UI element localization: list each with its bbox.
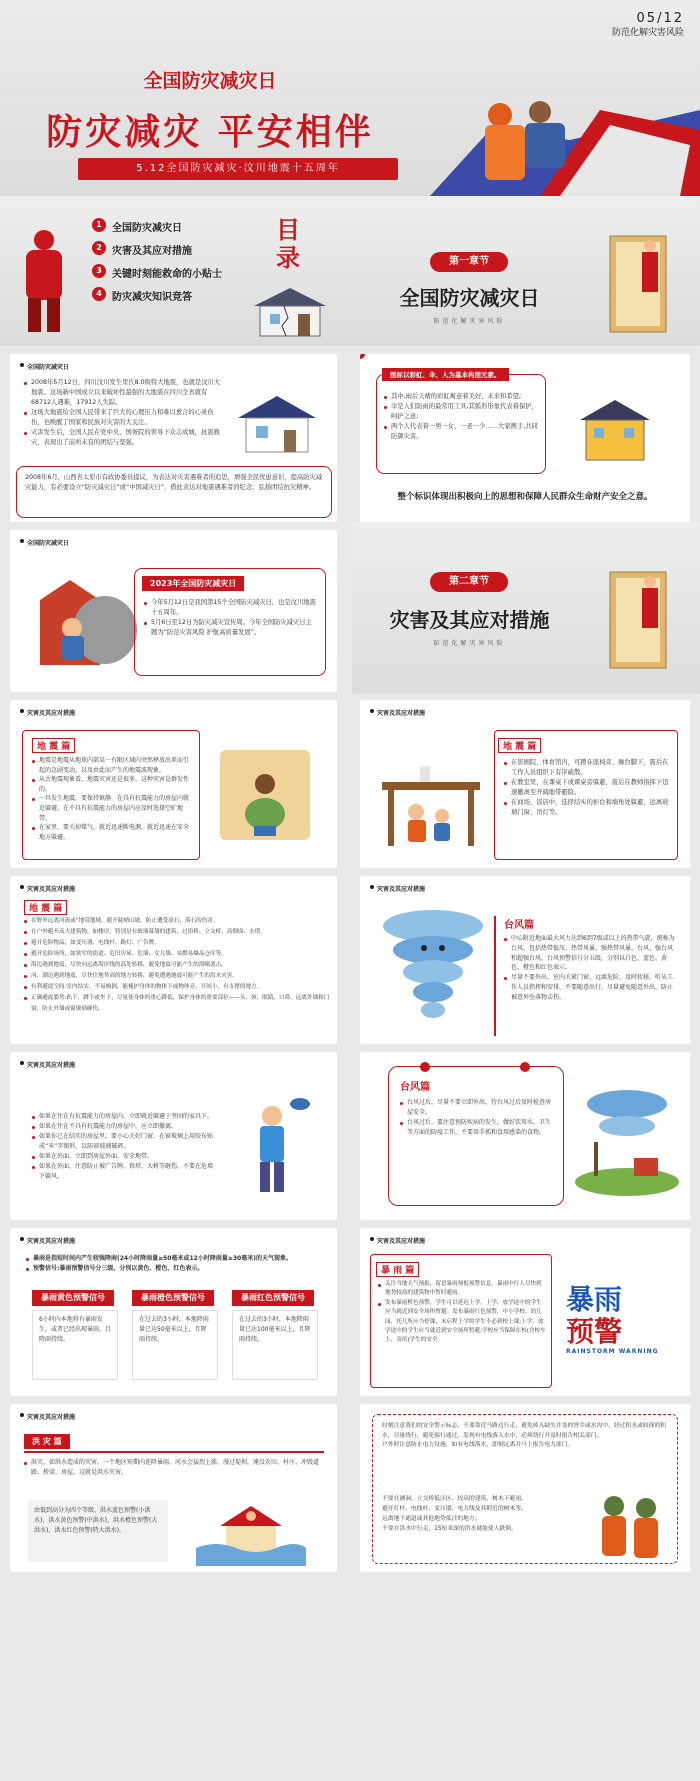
eq1-line-3: 一旦发生地震，要保持镇静，在具有抗震能力的房屋内就近躲避，在不具有抗震能力的房屋内应及时选择空旷地带。: [32, 794, 192, 823]
typhoon1-title: 台风篇: [504, 920, 534, 931]
rainstorm2-title-text: 暴 雨 篇: [381, 1266, 415, 1276]
flood2-line-3: 不要在涵洞、立交桥低洼区、较高的建筑、树木下避雨。: [382, 1496, 527, 1502]
2023-text: [144, 598, 316, 638]
slide-intro: [10, 354, 337, 522]
eq3-line-3: 避开危险物品，如变压器、电线杆、路灯、广告牌。: [24, 938, 330, 949]
corner-title: 防范化解灾害风险: [611, 28, 684, 38]
flood2-line-4: 避开灯杆、电线杆、变压器、电力线及其附近的树木等。: [382, 1506, 527, 1512]
toc-num-2: 2: [92, 241, 106, 255]
2023-title: 2023年全国防灾减灾日: [142, 576, 244, 591]
slide-logo-meaning: [360, 354, 690, 522]
slide-typhoon-1: [360, 876, 690, 1044]
tornado-icon: [378, 904, 488, 1034]
eq2-title: [498, 738, 541, 753]
eq1-line-1: 地震是地震从地球内部某一有限区域内突然释放出来而引起的急剧变动，以及由此而产生的地震波现象。: [32, 756, 192, 775]
slide-2023: [10, 530, 337, 692]
red-signal-text: 在过去的3小时，本地降雨量已达100毫米以上，且降雨持续。: [232, 1310, 318, 1380]
flood2-line-5: 远离地下通道或其他地势低洼的地方。: [382, 1516, 481, 1522]
red-signal-label: 暴雨红色预警信号: [232, 1290, 314, 1306]
chapter2-badge: 第二章节: [430, 572, 508, 592]
intro-text: [24, 378, 224, 448]
eq3-line-8: 正确避震姿势:趴下，蹲下或坐下，尽量使身体的重心降低，保护身体的重要部位——头、颈、眼睛、口鼻。远离外墙和门窗，防止外墙或窗玻璃砸伤。: [24, 993, 330, 1015]
decor-dot: [360, 354, 365, 359]
toc-num-3: 3: [92, 264, 106, 278]
flood2-line-6: 不要在洪水中行走，15厘米深的洪水就能使人跌倒。: [382, 1526, 517, 1532]
slide-header: 灾害及其应对措施: [20, 1060, 75, 1069]
eq1-title-text: 地 震 篇: [37, 742, 71, 752]
eq3-title-text: 地 震 篇: [29, 904, 63, 914]
slide-earthquake-1: [10, 700, 337, 868]
chapter1-title: 全国防灾减灾日: [399, 286, 540, 310]
rescue-workers-icon: [586, 1490, 676, 1564]
rainstorm2-text: [378, 1280, 546, 1346]
typhoon-tips-text: [32, 1112, 216, 1182]
kids-under-table-icon: [376, 752, 486, 852]
typhoon-tip-1: 如果在住在有抗震能力的房屋内，立即就近躲避于坚固的家具下。: [32, 1112, 216, 1122]
2023-line-1: 今年5月12日是我国第15个全国防灾减灾日，也是汶川地震十五周年。: [144, 598, 316, 618]
child-hiding-icon: [30, 570, 140, 670]
rainstorm-logo-line2: 预警: [566, 1315, 623, 1348]
slide-earthquake-3: [10, 876, 337, 1044]
typhoon2-text: [400, 1098, 556, 1138]
slide-header: 灾害及其应对措施: [20, 708, 75, 717]
chapter2-title: 灾害及其应对措施: [389, 608, 550, 632]
orange-signal-label: 暴雨橙色预警信号: [132, 1290, 214, 1306]
typhoon-tip-2: 如果在住在不具有抗震能力的房屋中，应立即撤离。: [32, 1122, 216, 1132]
shaking-building-icon: [570, 394, 660, 464]
cover-banner: [0, 0, 700, 196]
eq1-text: [32, 756, 192, 842]
rainstorm2-title: [376, 1262, 419, 1277]
eq2-line-2: 在教室里，在课桌下或课桌旁躲避，震后在教师指挥下迅速撤离至开阔地带避险。: [504, 778, 670, 798]
slide-rainstorm-2: [360, 1228, 690, 1396]
slide-header: 全国防灾减灾日: [20, 362, 69, 371]
slide-flood-2: [360, 1404, 690, 1572]
flood-line-1: 洪灾，如洪水造成的灾害。一个地区短期内连降暴雨，河水会猛烈上涨，漫过堤坝，淹没农田，村庄、冲毁道路、桥梁、房屋，这就是洪水灾害。: [24, 1458, 324, 1478]
typhoon-tip-4: 如果在外面，立即到房屋外面，安全地带。: [32, 1152, 216, 1162]
slide-header: 灾害及其应对措施: [20, 1236, 75, 1245]
toc-heading: 目录: [276, 216, 300, 272]
rainstorm-logo: [566, 1284, 682, 1355]
door-icon: [600, 226, 684, 336]
flood-title-underline: [24, 1451, 324, 1453]
page-number: 05/12: [636, 11, 684, 26]
slide-rainstorm-1: [10, 1228, 337, 1396]
slide-toc: [0, 196, 352, 346]
eq3-text: [24, 916, 330, 1015]
2023-line-2: 5月6日至12日为防灾减灾宣传周。今年全国防灾减灾日主题为“防范灾害风险 护航高质量发展”。: [144, 618, 316, 638]
intro-line-3: 灾害发生后，全国人民在党中央、国务院的领导下众志成城，抗震救灾，表现出了前所未有的团结与坚强。: [24, 428, 224, 448]
firefighter-icon: [14, 226, 74, 336]
logo-line-1: 其中,雨后天晴的彩虹寓意着美好、未来和希望;: [384, 392, 540, 402]
eq3-line-4: 避开危险场所，如狭窄的街道、危旧房屋、危墙、女儿墙、易燃易爆品仓库等。: [24, 949, 330, 960]
house-icon: [232, 390, 322, 456]
rainstorm2-line-2: 发布暴雨橙色预警，学生可以延迟上学。上学、放学途中的学生应当就近到安全场所暂避。发布暴雨红色预警，中小学校、幼儿园、托儿所应当停课，未启程上学的学生不必到校上课;上学、放学途中的学生应当就近到安全场所暂避;学校应当保障在校(含校车上、寄宿)学生的安全。: [378, 1299, 546, 1346]
flood2-line-2: 户外时注意防止电力设施，如有电线落水，即刻远离并马上报告电力部门。: [382, 1442, 574, 1449]
logo-line-3: 两个人代表着一男一女、一老一少……大家携手,共同防御灾害。: [384, 422, 540, 442]
eq2-title-text: 地 震 篇: [503, 742, 537, 752]
eq3-line-6: 河、湖边遇到地震，尽快往地势高的地方转移，避免遭遇地震可能产生的洪水灾害。: [24, 971, 330, 982]
typhoon2-title: 台风篇: [400, 1082, 430, 1093]
flood-title: 洪 灾 篇: [24, 1434, 70, 1449]
toc-num-1: 1: [92, 218, 106, 232]
flood2-text-bottom: [382, 1494, 578, 1534]
corner-info: [612, 12, 684, 40]
intro-note-text: 2008年6月，山西省太原市有政协委员提议，为表达对灾害遇难者的追思，增强全民忧患意识，提高防灾减灾能力，有必要设立“防灾减灾日”或“中国减灾日”，借此表达对地震遇难者的纪念，弘扬团结抗灾精神。: [25, 474, 323, 491]
eq2-line-1: 在影剧院、体育馆内，可蹲在座椅旁、舞台脚下，震后在工作人员组织下有序疏散。: [504, 758, 670, 778]
slide-header: 灾害及其应对措施: [20, 1412, 75, 1421]
chapter1-badge: 第一章节: [430, 252, 508, 272]
eq3-line-2: 在户外避开高大建筑物，如楼房，特别是有玻璃幕墙的建筑、过街桥、立交桥、高烟囱、水塔。: [24, 927, 330, 938]
intro-line-1: 2008年5月12日，四川汶川发生里氏8.0级特大地震，也就是汶川大地震。这场新中国成立以来破坏性最强的大地震在四川全省就有68712人遇难，17912人失踪。: [24, 378, 224, 408]
cracked-house-icon: [244, 284, 336, 340]
toc-item-4[interactable]: 防灾减灾知识竞答: [112, 292, 192, 303]
slide-flood-1: [10, 1404, 337, 1572]
slide-earthquake-2: [360, 700, 690, 868]
flood2-line-1: 时刻注意我们的安全警示标志，不要靠近马路边行走，避免掉入缺失井盖的窨井或水沟中，经过积水或较深的积水，尽量绕行，避免强行通过，发现有电线落入水中，必须绕行并及时报告相关部门。: [382, 1423, 667, 1439]
typhoon1-line-1: 中心附近地面最大风力达到6到7级或以上的热带气旋，统称为台风。包括热带低压、热带风暴、强热带风暴、台风、强台风和超强台风。台风预警信号分五级，分别以白色、蓝色、黄色、橙色和红色表示。: [504, 934, 678, 973]
decor-dot: [420, 1062, 430, 1072]
eq1-line-4: 在家里，要关掉煤气，就近迅速断电源，就近迅速在安全地方躲避。: [32, 823, 192, 842]
rainstorm-intro: [26, 1254, 326, 1274]
rainstorm2-line-1: 关注当地天气预报，留意暴雨预报预警信息。暴雨中行人尽快到地势较高的建筑物中暂时避雨。: [378, 1280, 546, 1299]
eq3-line-7: 有利避震空间:室内结实、不易倾倒，能掩护身体的物体下或物体旁，开间小、有支撑的地方。: [24, 982, 330, 993]
door-icon: [600, 562, 684, 672]
yellow-signal-label: 暴雨黄色预警信号: [32, 1290, 114, 1306]
storm-island-icon: [572, 1082, 682, 1202]
typhoon-tip-5: 如果在外面，注意防止被广告牌、铁塔、大树等砸伤，不要在危墙下躲风。: [32, 1162, 216, 1182]
rainstorm-signals: 预警信号:暴雨预警信号分三级，分别以黄色、橙色、红色表示。: [26, 1264, 326, 1274]
logo-meaning-bottom: 整个标识体现出积极向上的思想和保障人民群众生命财产安全之意。: [397, 492, 653, 502]
slide-typhoon-2: [360, 1052, 690, 1220]
logo-meaning-text: [384, 392, 540, 442]
chapter1-subtitle: 防范化解灾害风险: [433, 318, 506, 325]
typhoon1-text: [504, 934, 678, 1003]
logo-line-2: 伞是人们防雨的最常用工具,其弧形形象代表着保护，呵护之意;: [384, 402, 540, 422]
slide-header: 全国防灾减灾日: [20, 538, 69, 547]
cover-title-small: 全国防灾减灾日: [143, 70, 277, 92]
eq2-line-3: 在商场、饭店中，选择结实的柜台和墙角处躲避，远离玻璃门窗、吊灯等。: [504, 798, 670, 818]
cover-subtitle: 5.12全国防灾减灾·汶川地震十五周年: [78, 158, 398, 180]
eq3-line-5: 海边遇到地震，尽快向远离海岸线的高处转移，避免地震可能产生的海啸袭击。: [24, 960, 330, 971]
flood-levels-box: 由低到高分为四个等级，洪水蓝色预警(小洪水)，洪水黄色预警(中洪水)，洪水橙色预警(大洪水)，洪水红色预警(特大洪水)。: [28, 1500, 168, 1562]
eq3-title: [24, 900, 67, 915]
flood-text: [24, 1458, 324, 1478]
slide-chapter1: [352, 196, 700, 346]
slide-header: 灾害及其应对措施: [370, 884, 425, 893]
decor-dot: [520, 1062, 530, 1072]
typhoon2-line-1: 台风过后，尽量不要立即外出，待台风过后及时检查房屋安全。: [400, 1098, 556, 1118]
slide-typhoon-tips: [10, 1052, 337, 1220]
crouching-woman-icon: [210, 740, 320, 850]
eq1-title: [32, 738, 75, 753]
intro-note-box: [16, 466, 332, 518]
rainstorm-logo-line3: RAINSTORM WARNING: [566, 1348, 659, 1355]
yellow-signal-text: 6小时内本地将有暴雨发生，或者已经出现暴雨，且降雨持续。: [32, 1310, 118, 1380]
toc-item-3[interactable]: 关键时刻能救命的小贴士: [112, 269, 222, 280]
eq3-line-1: 在野外远离河流或“地带地域，避开陡峭山坡，防止遭受滚石、落石的伤害。: [24, 916, 330, 927]
orange-signal-text: 在过去的3小时，本地降雨量已达50毫米以上，且降雨持续。: [132, 1310, 218, 1380]
eq1-line-2: 从古地震现象看，地震灾害还是很多，这种灾害是群发性的。: [32, 775, 192, 794]
toc-num-4: 4: [92, 287, 106, 301]
typhoon-tip-3: 如果你已在结实的房屋里，要小心关好门窗，在窗玻璃上用胶布贴成“米”字图形，以防窗玻璃破碎。: [32, 1132, 216, 1152]
windblown-boy-icon: [222, 1092, 322, 1202]
toc-item-2[interactable]: 灾害及其应对措施: [112, 246, 192, 257]
toc-item-1[interactable]: 全国防灾减灾日: [112, 223, 182, 234]
cover-title-main: 防灾减灾 平安相伴: [46, 112, 374, 153]
eq2-text: [504, 758, 670, 818]
rainstorm-logo-line1: 暴雨: [566, 1283, 623, 1316]
rescue-illustration-icon: [430, 90, 700, 196]
typhoon2-line-2: 台风过后，要注意预防疾病的发生，做好饮用水、卫生等方面的防疫工作，不要用手抓和食用感染的食物。: [400, 1118, 556, 1138]
flooded-house-icon: [196, 1498, 306, 1566]
rainstorm-def: 暴雨是指短时间内产生较强降雨(24小时降雨量≥50毫米或12小时降雨量≥30毫米)的天气现象。: [26, 1254, 326, 1264]
slide-header: 灾害及其应对措施: [20, 884, 75, 893]
intro-line-2: 这场大地震给全国人民带来了巨大的心理压力和难以愈合的心灵伤伤，也唤醒了国家和民族对灾害的大关注。: [24, 408, 224, 428]
flood2-text-top: [382, 1422, 672, 1451]
logo-meaning-title: 图标以彩虹、伞、人为基本构图元素。: [382, 368, 509, 381]
slide-chapter2: [352, 522, 700, 694]
typhoon1-line-2: 尽量不要外出，室内关紧门窗，远离危险，及时转移，听从工作人员指挥和安排，不要随意出行。尽量避免随意外出，防止被意外坠落物击伤。: [504, 973, 678, 1002]
slide-header: 灾害及其应对措施: [370, 1236, 425, 1245]
chapter2-subtitle: 防范化解灾害风险: [433, 640, 506, 647]
slide-header: 灾害及其应对措施: [370, 708, 425, 717]
